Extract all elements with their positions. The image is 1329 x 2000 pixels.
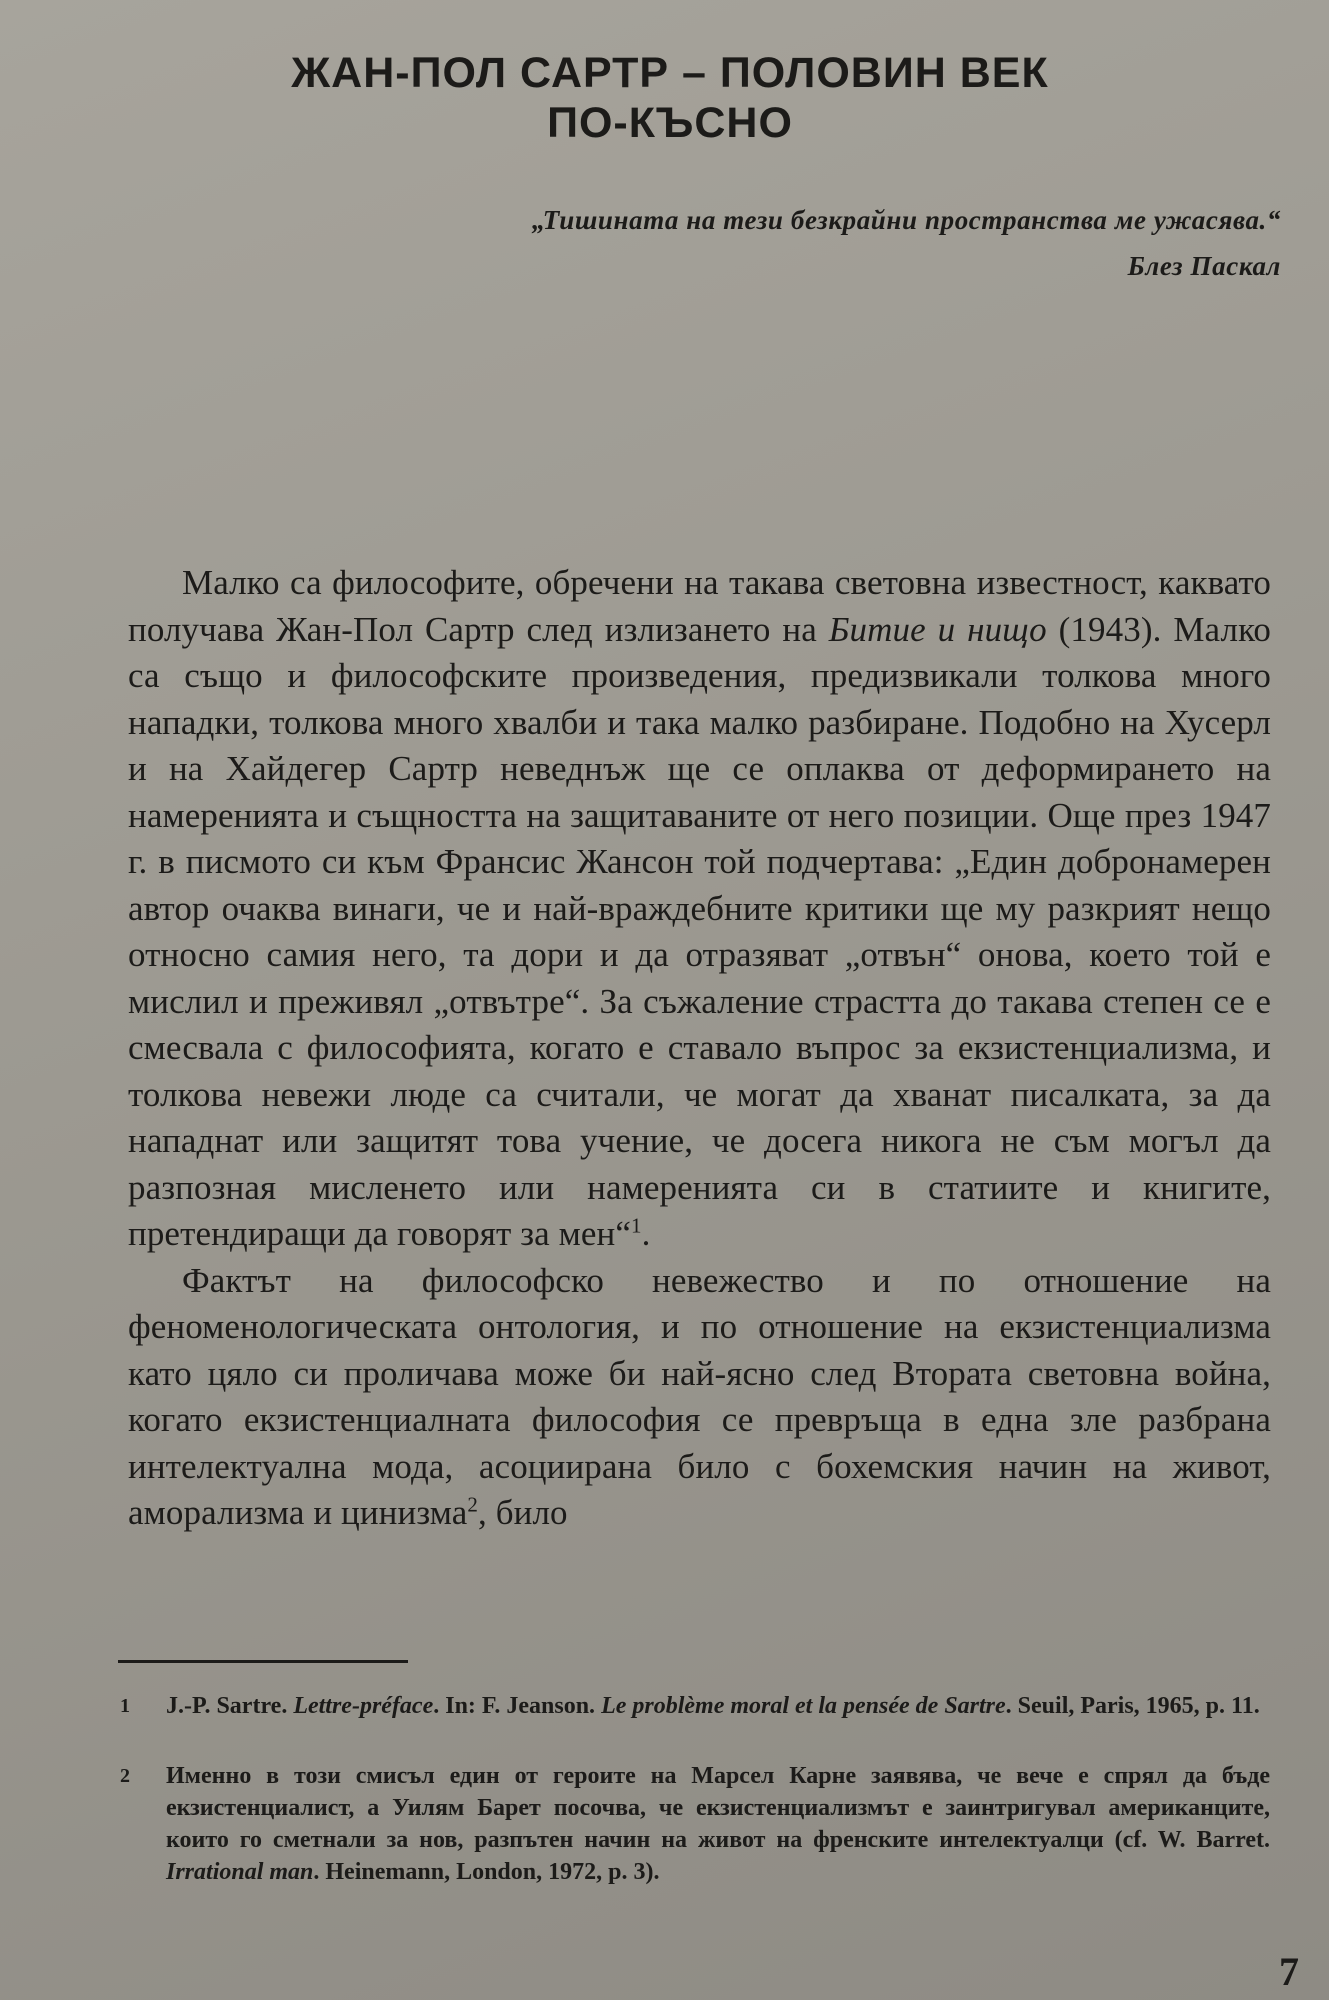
footnote-2-title: Irrational man xyxy=(166,1859,314,1885)
footnote-2-number: 2 xyxy=(120,1765,130,1787)
paragraph-1-text-a: Малко са философите, обречени на такава световна известност, каквато получава Жан-Пол Сартр след излизането на xyxy=(128,563,1271,649)
chapter-title-line-2: ПО-КЪСНО xyxy=(547,99,793,147)
paragraph-2 xyxy=(128,1258,1271,1537)
footnote-2-part-b: . Heinemann, London, 1972, p. 3). xyxy=(313,1859,660,1885)
page-number: 7 xyxy=(1279,1949,1299,1994)
footnote-ref-2: 2 xyxy=(467,1492,479,1517)
footnote-1-title-a: Lettre-préface xyxy=(293,1693,434,1719)
paragraph-1 xyxy=(128,560,1271,1258)
footnote-1-title-b: Le problème moral et la pensée de Sartre xyxy=(601,1693,1006,1719)
epigraph xyxy=(532,197,1281,289)
epigraph-author: Блез Паскал xyxy=(1127,251,1281,281)
footnote-separator xyxy=(118,1660,408,1663)
paragraph-2-text-a: Фактът на философско невежество и по отношение на феноменологическата онтология, и по отношение на екзистенциализма като цяло си проличава може би най-ясно след Втората световна война, когато екзистенциалната философия се превръща в една зле разбрана интелектуална мода, асоциирана било с бохемския начин на живот, аморализма и цинизма xyxy=(128,1260,1271,1532)
chapter-title-line-1: ЖАН-ПОЛ САРТР – ПОЛОВИН ВЕК xyxy=(291,49,1049,97)
epigraph-quote: „Тишината на тези безкрайни пространства ме ужасява.“ xyxy=(531,205,1281,235)
footnote-1-part-c: . Seuil, Paris, 1965, p. 11. xyxy=(1005,1693,1260,1719)
footnote-1-part-a: J.-P. Sartre. xyxy=(166,1693,294,1719)
footnote-1-text xyxy=(166,1690,1270,1722)
footnote-1-part-b: . In: F. Jeanson. xyxy=(433,1693,602,1719)
footnote-2-part-a: Именно в този смисъл един от героите на Марсел Карне заявява, че вече е спрял да бъде екзистенциалист, а Уилям Барет посочва, че екзистенциализмът е заинтригувал американците, които го сметнали за нов, разпътен начин на живот на френските интелектуалци (cf. W. Barret. xyxy=(166,1763,1270,1853)
footnote-1-number: 1 xyxy=(120,1695,130,1717)
footnote-1 xyxy=(120,1690,1270,1722)
footnote-2 xyxy=(120,1760,1270,1888)
paragraph-1-text-b: (1943). Малко са също и философските произведения, предизвикали толкова много нападки, толкова много хвалби и така малко разбиране. Подобно на Хусерл и на Хайдегер Сартр неведнъж ще се оплаква от деформирането на намеренията и същността на защитаваните от него позиции. Още през 1947 г. в писмото си към Франсис Жансон той подчертава: „Един добронамерен автор очаква винаги, че и най-враждебните критики ще му разкрият нещо относно самия него, та дори и да отразяват „отвън“ онова, което той е мислил и преживял „отвътре“. За съжаление страстта до такава степен се е смесвала с философията, когато е ставало въпрос за екзистенциализма, и толкова невежи люде са считали, че могат да хванат писалката, за да нападнат или защитят това учение, че досега никога не съм могъл да разпозная мисленето или намеренията си в статиите и книгите, претендиращи да говорят за мен“ xyxy=(128,609,1271,1253)
body-text xyxy=(128,560,1271,1537)
footnote-2-text xyxy=(166,1760,1270,1888)
paragraph-1-end: . xyxy=(641,1214,651,1253)
paragraph-2-text-b: , било xyxy=(478,1493,568,1532)
book-title-being-and-nothingness: Битие и нищо xyxy=(828,609,1047,649)
footnote-ref-1: 1 xyxy=(631,1213,642,1238)
